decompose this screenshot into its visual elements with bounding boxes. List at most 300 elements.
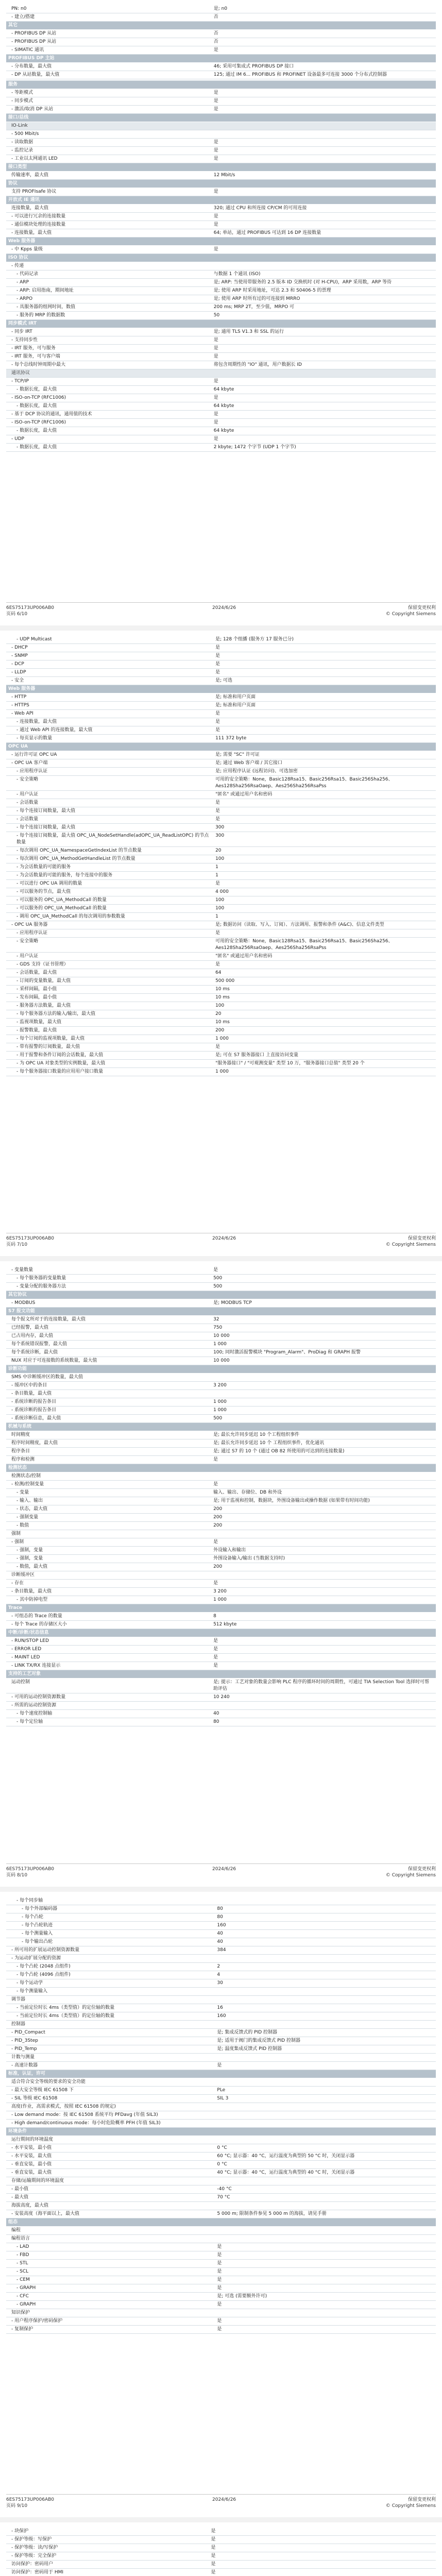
spec-row	[6, 270, 436, 279]
spec-value: 1 000	[211, 1406, 436, 1415]
spec-row	[6, 1382, 436, 1390]
spec-value: 是	[213, 880, 436, 888]
spec-label: - 应用程序认证	[6, 768, 213, 776]
spec-value: 将包含周期性的 "IO" 通讯，用户数据长 ID	[212, 361, 436, 369]
spec-row	[6, 994, 436, 1002]
spec-row	[6, 147, 436, 155]
spec-label: 控制器	[6, 2021, 215, 2029]
spec-label: - 会话数量，最大值	[6, 969, 213, 977]
spec-row	[6, 2544, 436, 2552]
spec-value: 1 000	[211, 1341, 436, 1349]
footer-date: 2024/6/26	[212, 2497, 236, 2502]
spec-row	[6, 1930, 436, 1938]
spec-value: 320; 通过 CPU 和所连接 CP/CM 的可用连接	[212, 205, 436, 213]
spec-row	[6, 427, 436, 435]
spec-row	[6, 1955, 436, 1963]
spec-label: - 数据长度，最大值	[6, 402, 212, 411]
spec-row	[6, 1522, 436, 1530]
document-page	[0, 2522, 442, 2576]
spec-value	[212, 254, 436, 262]
spec-label: - 可以服务的 OPC_UA_MethodCall 的数量	[6, 896, 213, 905]
spec-label: 访问保护：密码用户	[6, 2561, 209, 2569]
spec-row	[6, 660, 436, 669]
spec-value: 是; 使用 ARP 时采用地址，可达 2.3 和 S0406-5 的票理	[212, 287, 436, 295]
spec-label: - 保护等级：写保护	[6, 2536, 209, 2544]
spec-row	[6, 2169, 436, 2177]
spec-row	[6, 2317, 436, 2326]
spec-label: - 当前定位时长 4ms（类型值）的定位轴的数量	[6, 2012, 215, 2021]
page-content	[0, 0, 442, 452]
spec-label: - 每个服务器接口数量的应用用户接口数量	[6, 1068, 213, 1076]
spec-row	[6, 139, 436, 147]
spec-value	[211, 1291, 436, 1299]
spec-row	[6, 751, 436, 759]
spec-row	[6, 2021, 436, 2029]
spec-row	[6, 2235, 436, 2243]
spec-value: 750	[211, 1324, 436, 1332]
spec-label: 组态	[6, 2218, 215, 2227]
spec-row	[6, 71, 436, 79]
spec-label: - 垂直安装，最大值	[6, 2169, 215, 2177]
spec-label: - ISO-on-TCP (RFC1006)	[6, 419, 212, 427]
spec-value: 是	[209, 2552, 436, 2561]
spec-row	[6, 2054, 436, 2062]
spec-value	[211, 1702, 436, 1710]
page-separator	[0, 1887, 442, 1892]
section-header-row	[6, 320, 436, 328]
spec-label: - 用于报警和条件订阅的会话数量，最大值	[6, 1052, 213, 1060]
spec-label: 诊断缓冲区	[6, 1571, 211, 1580]
spec-row	[6, 847, 436, 855]
spec-row	[6, 63, 436, 71]
spec-label: - 基于 DCP 协议的通讯，通用值的技术	[6, 411, 212, 419]
section-header-row	[6, 114, 436, 122]
spec-row	[6, 913, 436, 921]
spec-label: - 垂直安装，最小值	[6, 2161, 215, 2169]
spec-label: - 每页显示的数量	[6, 735, 213, 743]
section-header-row	[6, 1291, 436, 1299]
spec-label: - 支持同步性	[6, 336, 212, 345]
spec-row	[6, 1019, 436, 1027]
spec-row	[6, 2552, 436, 2561]
spec-value: 是	[215, 2268, 436, 2276]
spec-row	[6, 938, 436, 953]
spec-label: - 每个连接订阅数量，最大值 OPC_UA_NodeSetHandle(adOPC_UA_ReadListOPC) 的节点数量	[6, 832, 213, 847]
spec-row	[6, 97, 436, 106]
spec-value: 100	[213, 855, 436, 863]
spec-value: 是	[212, 353, 436, 361]
spec-row	[6, 411, 436, 419]
spec-row	[6, 89, 436, 97]
spec-label: - 数值	[6, 1522, 211, 1530]
spec-value: 是	[212, 89, 436, 97]
spec-label: - 可组态的 Trace 的数量	[6, 1613, 211, 1621]
spec-label: 支持的工艺对象	[6, 1670, 211, 1679]
spec-label: - 复制保护	[6, 2326, 215, 2334]
spec-row	[6, 2120, 436, 2128]
spec-label: - PROFIBUS DP 从站	[6, 30, 212, 38]
spec-value	[212, 320, 436, 328]
spec-table	[6, 1897, 436, 2334]
spec-label: - GRAPH	[6, 2301, 215, 2309]
spec-label: 通讯协议	[6, 369, 212, 378]
copyright-text: © Copyright Siemens	[385, 1873, 436, 1878]
spec-value: 是	[215, 2284, 436, 2293]
page-content	[0, 631, 442, 1076]
spec-value: 是	[215, 2317, 436, 2326]
spec-value: 是	[213, 807, 436, 816]
spec-value	[212, 55, 436, 63]
spec-value	[215, 2070, 436, 2078]
spec-label: - 安全策略	[6, 938, 213, 953]
spec-label: - OPC UA 客户端	[6, 759, 213, 768]
spec-label: - 为会话数量的可能的服务	[6, 863, 213, 872]
spec-label: - 变量数量	[6, 1266, 211, 1275]
spec-label: 机械与系统	[6, 1423, 211, 1431]
spec-row	[6, 669, 436, 677]
spec-label: - 当前定位时长 4ms（类型值）的定位轴的数量	[6, 2004, 215, 2012]
spec-row	[6, 905, 436, 913]
spec-row	[6, 977, 436, 986]
footer-copyright	[386, 2497, 436, 2509]
section-header-row	[6, 81, 436, 89]
page-number-text: 页码 9/10	[6, 2503, 28, 2509]
spec-label: - 每个输出凸轮	[6, 1938, 215, 1946]
spec-value	[215, 1955, 436, 1963]
spec-label: - 调用 OPC_UA_MethodCall 的每次调用的参数数量	[6, 913, 213, 921]
copyright-text: © Copyright Siemens	[385, 612, 436, 617]
spec-label: - 报警数量，最大值	[6, 1027, 213, 1035]
spec-label: - ARPO	[6, 295, 212, 303]
spec-value: 是	[212, 411, 436, 419]
section-header-row	[6, 685, 436, 693]
spec-value: 160	[215, 2012, 436, 2021]
spec-value: 8	[211, 1613, 436, 1621]
spec-value	[215, 1897, 436, 1905]
spec-label: - DP 从站数量，最大值	[6, 71, 212, 79]
page-separator	[0, 1256, 442, 1261]
spec-value	[211, 1629, 436, 1637]
spec-label: 访问保护：密码用于 HMI	[6, 2569, 209, 2576]
spec-value: 4	[215, 1971, 436, 1979]
spec-value	[212, 262, 436, 270]
spec-row	[6, 444, 436, 452]
spec-label: 已占用内存，最大值	[6, 1332, 211, 1341]
spec-label: - 强制	[6, 1538, 211, 1547]
page-content	[0, 1892, 442, 2334]
spec-row	[6, 2111, 436, 2120]
spec-label: 程序条目	[6, 1448, 211, 1456]
spec-row	[6, 969, 436, 977]
spec-value: 是	[211, 1456, 436, 1464]
spec-value	[212, 114, 436, 122]
spec-value: 是	[212, 336, 436, 345]
spec-value: 40	[215, 1930, 436, 1938]
spec-label: - 保护等级：读/写保护	[6, 2544, 209, 2552]
spec-label: - ERROR LED	[6, 1646, 211, 1654]
spec-label: 接口类型	[6, 163, 212, 172]
spec-row	[6, 295, 436, 303]
spec-row	[6, 1922, 436, 1930]
spec-value: 是; 最长允许同步延迟 10 个工程组织事件	[211, 1431, 436, 1439]
spec-value: 是; 提示：工艺对象的数量会影响 PLC 程序的循环时间的周期性，可通过 TIA Selection Tool 选择时可帮助评估	[211, 1679, 436, 1693]
spec-row	[6, 221, 436, 229]
spec-label: - 建立/搭建	[6, 13, 212, 22]
spec-row	[6, 1398, 436, 1406]
doc-id-text: 6ES75173UP006AB0	[6, 1867, 55, 1872]
spec-label: - 每个速度控制轴	[6, 1710, 211, 1718]
spec-label: - 安全	[6, 677, 213, 685]
spec-label: 开放式 IE 通讯	[6, 196, 212, 205]
spec-row	[6, 1563, 436, 1571]
page-separator	[0, 2517, 442, 2522]
spec-value: 是	[212, 221, 436, 229]
spec-value: 是	[211, 1481, 436, 1489]
spec-row	[6, 106, 436, 114]
spec-value: 是	[213, 929, 436, 938]
spec-label: - 数据长度，最大值	[6, 444, 212, 452]
spec-label: - 带有报警的订阅数量，最大值	[6, 1043, 213, 1052]
spec-row	[6, 693, 436, 702]
spec-row	[6, 2037, 436, 2045]
spec-value: 外设输入和输出	[211, 1547, 436, 1555]
spec-label: - Web API	[6, 710, 213, 718]
spec-row	[6, 863, 436, 872]
spec-label: - 高速计数器	[6, 2062, 215, 2070]
section-header-row	[6, 1629, 436, 1637]
footer-copyright	[386, 1235, 436, 1248]
spec-label: 传输速率，最大值	[6, 172, 212, 180]
footer-date: 2024/6/26	[212, 1236, 236, 1241]
spec-value: 500	[211, 1275, 436, 1283]
spec-value: 是	[212, 246, 436, 254]
spec-value: 1 000	[213, 1068, 436, 1076]
spec-label: - 每个凸轮轨迹	[6, 1922, 215, 1930]
section-header-row	[6, 2070, 436, 2078]
spec-label: - UDP Multicast	[6, 636, 213, 644]
spec-value: 是	[209, 2536, 436, 2544]
spec-value: 是	[213, 652, 436, 660]
spec-row	[6, 1613, 436, 1621]
spec-label: 调节器	[6, 1996, 215, 2004]
spec-row	[6, 1718, 436, 1726]
spec-value: 是	[212, 188, 436, 196]
section-header-row	[6, 254, 436, 262]
spec-value	[211, 1530, 436, 1538]
spec-value: 是	[215, 2062, 436, 2070]
spec-value	[212, 180, 436, 188]
spec-value: 10 ms	[213, 986, 436, 994]
spec-row	[6, 880, 436, 888]
spec-row	[6, 1481, 436, 1489]
spec-label: - 系统诊断的报告条目	[6, 1406, 211, 1415]
spec-label: - 保护等级：完全保护	[6, 2552, 209, 2561]
spec-label: 支持 PROFIsafe 协议	[6, 188, 212, 196]
spec-row	[6, 1580, 436, 1588]
spec-value: 是	[213, 816, 436, 824]
spec-value: 5 000 m; 限制条件参见 5 000 m 的海拔，请见手册	[215, 2210, 436, 2218]
spec-value: 是	[211, 1637, 436, 1646]
spec-row	[6, 1332, 436, 1341]
spec-value: 是	[212, 394, 436, 402]
spec-value: 是; 数据访问（读取、写入、订阅）、方法调用、报警和条件 (A&C)、信息文件类型	[213, 921, 436, 929]
spec-value: 80	[215, 1913, 436, 1922]
page-number-text: 页码 6/10	[6, 612, 28, 617]
spec-label: - 服务的 MRP 的数据数	[6, 312, 212, 320]
spec-label: - SIMATIC 通讯	[6, 46, 212, 55]
spec-table	[6, 5, 436, 452]
page-content	[0, 1261, 442, 1726]
spec-value	[212, 22, 436, 30]
spec-value: 是; ARP: 当使用带服务的 2.5 版本 ID 交换机时 (对 H-CPU)，ARP 采用数，ARP 等待	[212, 279, 436, 287]
spec-value: 是	[212, 106, 436, 114]
spec-label: 接口/总线	[6, 114, 212, 122]
spec-row	[6, 2268, 436, 2276]
spec-row	[6, 921, 436, 929]
spec-value: 是	[211, 1580, 436, 1588]
spec-row	[6, 929, 436, 938]
spec-value: 200	[211, 1505, 436, 1514]
spec-value	[212, 163, 436, 172]
spec-row	[6, 1010, 436, 1019]
spec-value: 20	[213, 1010, 436, 1019]
spec-label: - SCL	[6, 2268, 215, 2276]
spec-value: 10 240	[211, 1693, 436, 1702]
spec-row	[6, 2087, 436, 2095]
spec-value: "匿名" 或通过用户名和密码	[213, 791, 436, 799]
spec-row	[6, 1971, 436, 1979]
spec-row	[6, 1646, 436, 1654]
spec-value: 200	[211, 1522, 436, 1530]
spec-row	[6, 1374, 436, 1382]
spec-row	[6, 1027, 436, 1035]
spec-value: 60 °C; 显示器：40 °C，运行温度为典型的 50 °C 时，关闭显示器	[215, 2153, 436, 2161]
spec-label: 其它	[6, 22, 212, 30]
spec-row	[6, 2210, 436, 2218]
status-text: 保留变更权利	[407, 605, 436, 611]
spec-value: 是	[212, 139, 436, 147]
spec-label: - DCP	[6, 660, 213, 669]
status-text: 保留变更权利	[407, 1236, 436, 1241]
spec-row	[6, 677, 436, 685]
spec-label: 程序时间精度，最大值	[6, 1439, 211, 1448]
spec-value: 0 °C	[215, 2161, 436, 2169]
spec-row	[6, 1505, 436, 1514]
spec-label: - 每个凸轮	[6, 1913, 215, 1922]
spec-label: 海拔高度，最大值	[6, 2202, 215, 2210]
spec-value: 64 kbyte	[212, 386, 436, 394]
spec-row	[6, 1472, 436, 1481]
spec-label: 同步模式 IRT	[6, 320, 212, 328]
spec-value: 是; 需要 "SC" 许可证	[213, 751, 436, 759]
spec-label: - 数值，最大值	[6, 1563, 211, 1571]
spec-label: - 条目数量，最大值	[6, 1390, 211, 1398]
spec-row	[6, 1390, 436, 1398]
spec-row	[6, 1654, 436, 1662]
spec-value	[215, 2202, 436, 2210]
spec-value: 是	[212, 435, 436, 444]
spec-label: - OPC UA 服务器	[6, 921, 213, 929]
spec-row	[6, 1710, 436, 1718]
spec-label: - FBD	[6, 2251, 215, 2260]
spec-label: PN: n0	[6, 5, 212, 13]
spec-value: 是	[213, 660, 436, 669]
spec-row	[6, 1341, 436, 1349]
spec-row	[6, 1988, 436, 1996]
spec-label: 其它协议	[6, 1291, 211, 1299]
spec-value	[211, 1390, 436, 1398]
spec-value: 2 kbyte; 1472 个字节 (UDP 1 个字节)	[212, 444, 436, 452]
spec-label: - 存在	[6, 1580, 211, 1588]
spec-row	[6, 855, 436, 863]
section-header-row	[6, 180, 436, 188]
spec-value	[215, 2218, 436, 2227]
spec-row	[6, 1448, 436, 1456]
spec-label: - CFC	[6, 2293, 215, 2301]
spec-value: 可用的安全策略：None，Basic128Rsa15、Basic256Rsa15、Basic256Sha256、Aes128Sha256RsaOaep、Aes256Sha256RsaPss	[213, 938, 436, 953]
spec-value: 可用的安全策略：None，Basic128Rsa15、Basic256Rsa15、Basic256Sha256、Aes128Sha256RsaOaep、Aes256Sha256RsaPss	[213, 776, 436, 791]
spec-row	[6, 1679, 436, 1693]
page-footer	[6, 1863, 436, 1882]
spec-label: 中断/诊断/状态信息	[6, 1629, 211, 1637]
spec-label: - 每个连接订阅数量，最大值	[6, 807, 213, 816]
spec-row	[6, 1406, 436, 1415]
spec-label: S7 报文功能	[6, 1308, 211, 1316]
spec-row	[6, 1571, 436, 1580]
spec-value: 否	[212, 38, 436, 46]
subsection-header-row	[6, 369, 436, 378]
spec-label: - 通信模块处理的连接数量	[6, 221, 212, 229]
spec-label: - PID_3Step	[6, 2037, 215, 2045]
footer-copyright	[386, 605, 436, 617]
spec-value: 10 000	[211, 1332, 436, 1341]
spec-value: 是	[213, 669, 436, 677]
spec-row	[6, 279, 436, 287]
spec-value: 是; 最长允许同步延迟 10 个 工程组织事件，优化通讯	[211, 1439, 436, 1448]
spec-label: - IRT 服务，可与客户端	[6, 353, 212, 361]
spec-label: - 缓冲区中的条目	[6, 1382, 211, 1390]
spec-value	[212, 196, 436, 205]
spec-value: 与数据 1 个通讯 (ISO)	[212, 270, 436, 279]
spec-label: - 安装高度（海平面以上，最大值	[6, 2210, 215, 2218]
spec-row	[6, 1996, 436, 2004]
spec-label: - 变量分配的服务器方法	[6, 1283, 211, 1291]
spec-row	[6, 1963, 436, 1971]
spec-row	[6, 1497, 436, 1505]
spec-value: 是; 通过 S7 的 10 个 (通过 OB 82 所使用的可达到的连接数量)	[211, 1448, 436, 1456]
spec-label: - 强制，变量	[6, 1555, 211, 1563]
document-page	[0, 1261, 442, 1887]
spec-label: - PID_Temp	[6, 2045, 215, 2054]
spec-row	[6, 1035, 436, 1043]
spec-row	[6, 1596, 436, 1604]
spec-row	[6, 1357, 436, 1365]
spec-value: 是; 标准和用户页面	[213, 693, 436, 702]
spec-value	[215, 2054, 436, 2062]
spec-label: - Low demand mode：按 IEC 61508 系统平均 PFDavg (年值 SIL3)	[6, 2111, 215, 2120]
spec-value: 4 000	[213, 888, 436, 896]
spec-label: - 读取数据	[6, 139, 212, 147]
spec-row	[6, 2301, 436, 2309]
spec-row	[6, 312, 436, 320]
spec-row	[6, 2309, 436, 2317]
spec-value: 是	[213, 799, 436, 807]
spec-label: - IRT 服务，可与服务	[6, 345, 212, 353]
spec-label: 存储/运输期间的环境温度	[6, 2177, 215, 2185]
spec-value: 500	[211, 1415, 436, 1423]
spec-row	[6, 378, 436, 386]
spec-label: - 系统诊断的报告条目	[6, 1398, 211, 1406]
